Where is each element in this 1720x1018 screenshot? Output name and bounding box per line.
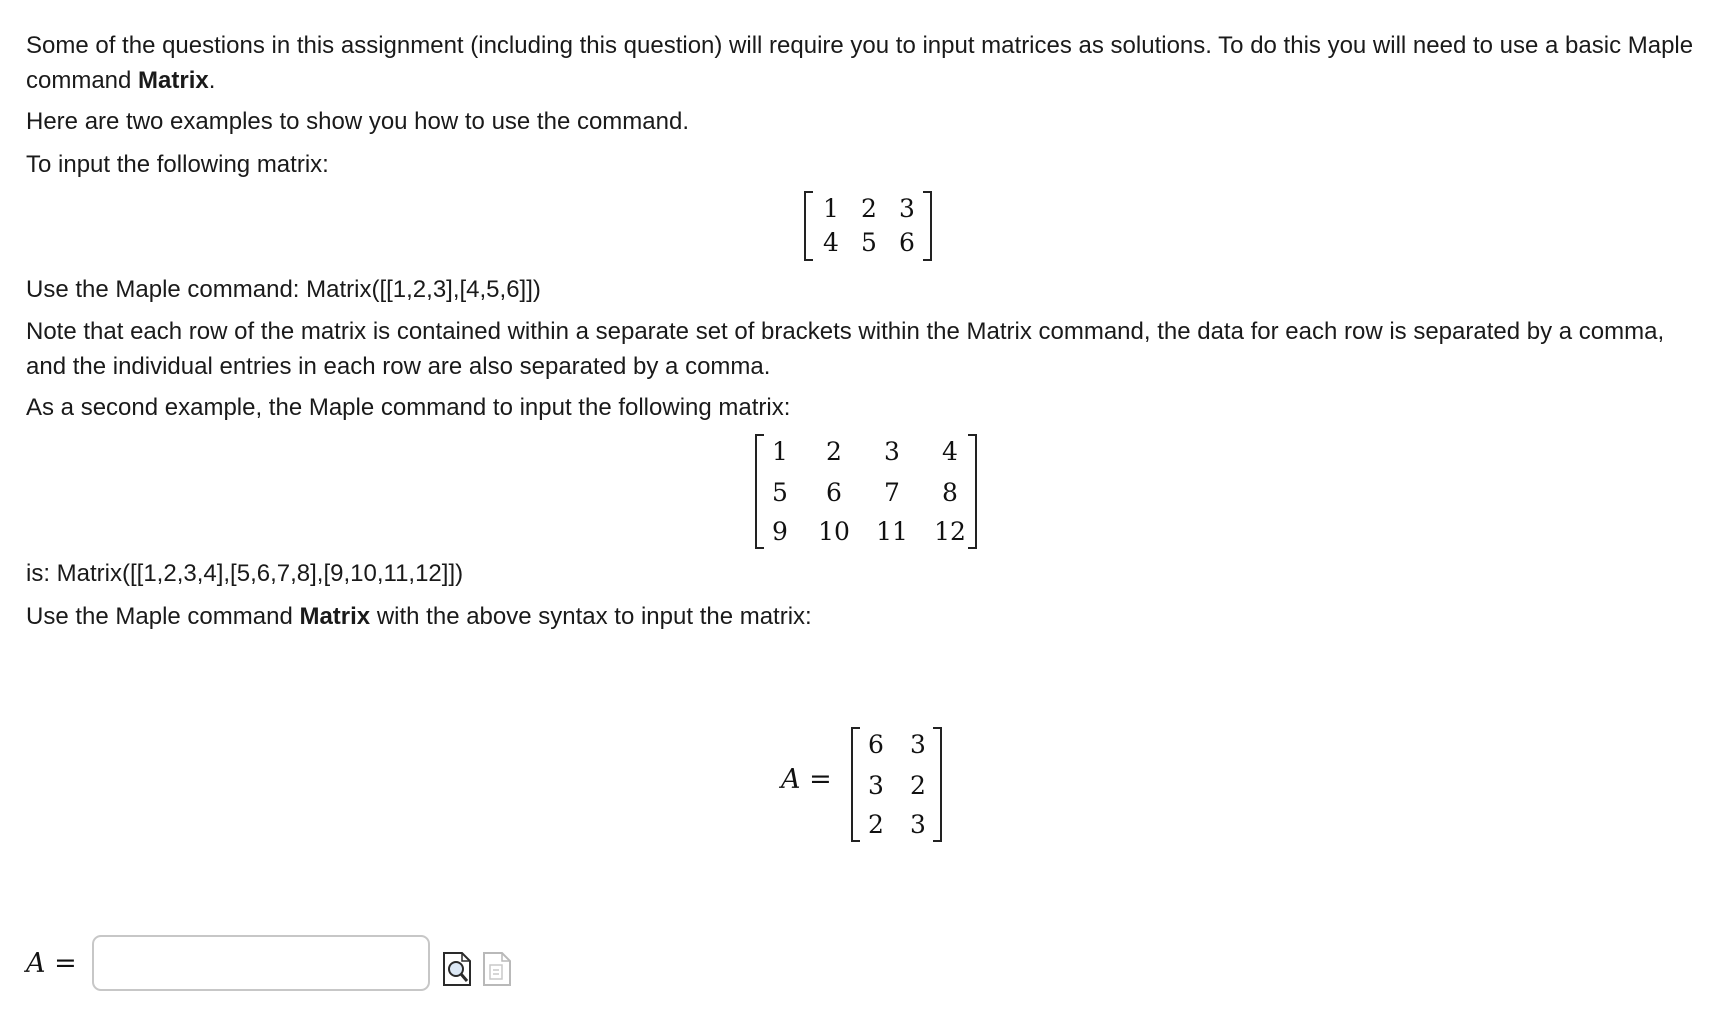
use-matrix-paragraph <box>26 599 812 634</box>
use-matrix-text: Use the Maple command <box>26 603 300 630</box>
matrix-cell: 6 <box>826 478 842 507</box>
matrix-cell: 1 <box>823 194 839 223</box>
matrix-cell: 6 <box>868 730 884 759</box>
matrix-cell: 1 <box>772 437 788 466</box>
to-input-text: To input the following matrix: <box>26 151 329 178</box>
right-bracket <box>923 191 932 261</box>
matrix-cell: 3 <box>884 437 900 466</box>
preview-icon[interactable] <box>442 950 472 988</box>
equals-sign: = <box>809 764 832 795</box>
intro-text: Some of the questions in this assignment (including this question) will require you to input matrices as solutions. To do this you will need to use a basic Maple command <box>26 32 1694 94</box>
matrix-cell: 2 <box>861 194 877 223</box>
matrix-cell: 9 <box>772 517 788 546</box>
example-matrix-2 <box>755 434 977 549</box>
left-bracket <box>804 191 813 261</box>
target-matrix <box>851 727 942 842</box>
use-command-1-text: Use the Maple command: Matrix([[1,2,3],[4,5,6]]) <box>26 276 541 303</box>
example-matrix-1 <box>804 191 932 261</box>
matrix-cell: 8 <box>942 478 958 507</box>
right-bracket <box>933 727 942 842</box>
answer-variable: A <box>26 948 46 979</box>
target-matrix-label <box>781 764 832 795</box>
second-example-text: As a second example, the Maple command to input the following matrix: <box>26 394 791 421</box>
matrix-cell: 3 <box>910 810 926 839</box>
matrix-cell: 3 <box>899 194 915 223</box>
equals-sign: = <box>54 948 77 979</box>
left-bracket <box>755 434 764 549</box>
matrix-cell: 2 <box>826 437 842 466</box>
use-matrix-text-end: with the above syntax to input the matrix: <box>370 603 812 630</box>
formula-help-icon[interactable] <box>482 950 512 988</box>
matrix-command-bold: Matrix <box>299 603 371 630</box>
matrix-cell: 11 <box>876 517 908 546</box>
matrix-cell: 5 <box>861 228 877 257</box>
matrix-cell: 5 <box>772 478 788 507</box>
matrix-cell: 3 <box>868 771 884 800</box>
matrix-variable: A <box>781 764 801 795</box>
note-paragraph: Note that each row of the matrix is contained within a separate set of brackets within the Matrix command, the data for each row is separated by a comma, and the individual entries in each row are also separated by a comma. <box>26 318 1665 380</box>
matrix-cell: 3 <box>910 730 926 759</box>
matrix-command-bold: Matrix <box>138 67 209 94</box>
matrix-cell: 6 <box>899 228 915 257</box>
matrix-cell: 4 <box>942 437 958 466</box>
matrix-cell: 7 <box>884 478 900 507</box>
matrix-cell: 12 <box>934 517 966 546</box>
matrix-cell: 2 <box>910 771 926 800</box>
matrix-cell: 10 <box>818 517 850 546</box>
left-bracket <box>851 727 860 842</box>
two-examples-text: Here are two examples to show you how to use the command. <box>26 108 689 135</box>
intro-period: . <box>208 67 216 94</box>
intro-paragraph <box>26 28 1706 98</box>
matrix-cell: 2 <box>868 810 884 839</box>
answer-label <box>26 948 77 979</box>
matrix-cell: 4 <box>823 228 839 257</box>
answer-input[interactable] <box>92 935 430 991</box>
is-command-2-text: is: Matrix([[1,2,3,4],[5,6,7,8],[9,10,11,12]]) <box>26 560 464 587</box>
